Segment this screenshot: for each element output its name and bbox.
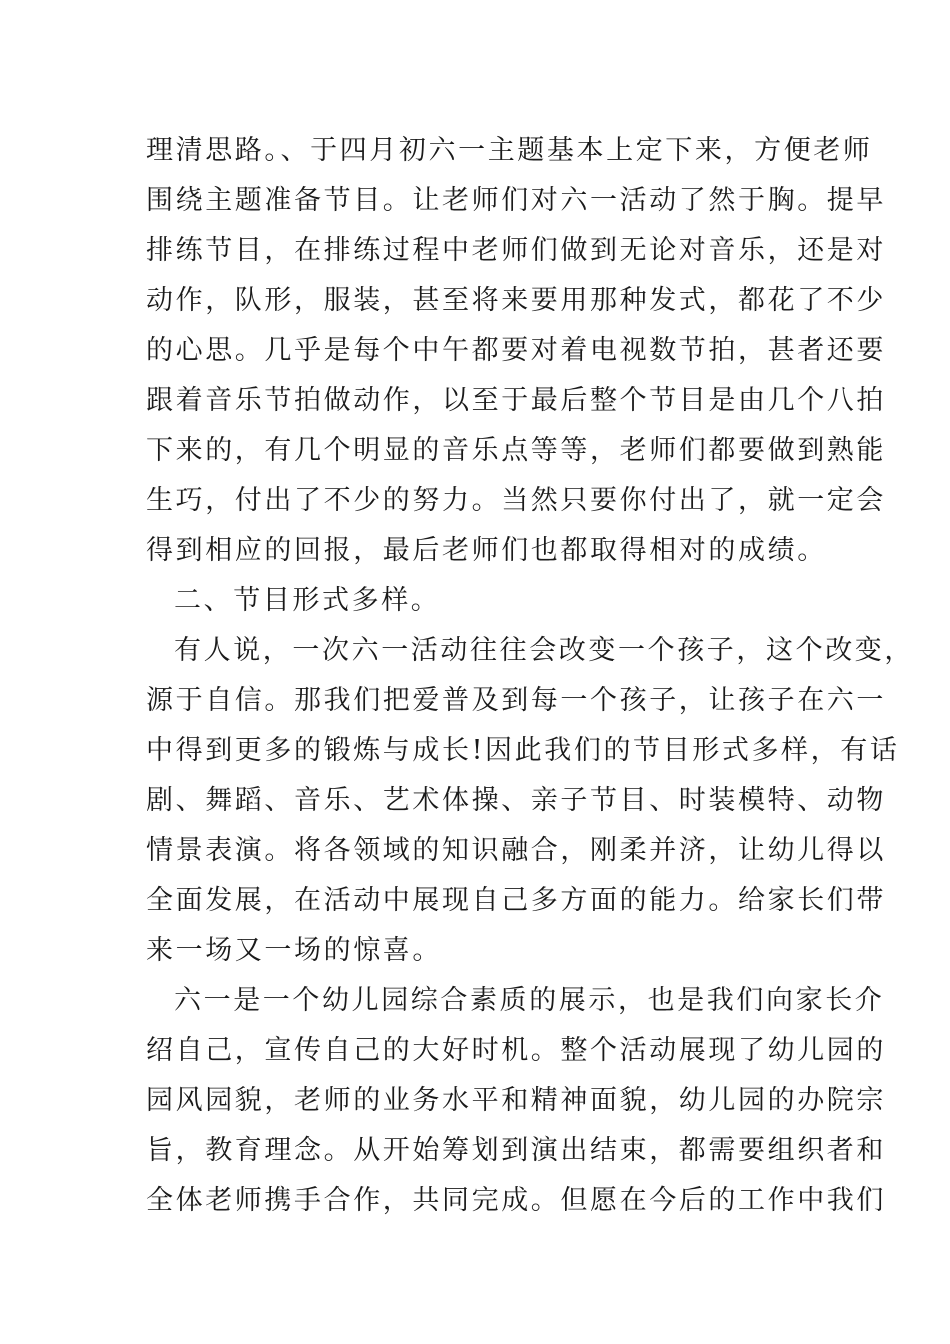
text-line: 园风园貌，老师的业务水平和精神面貌，幼儿园的办院宗 (146, 1085, 886, 1116)
text-line: 围绕主题准备节目。让老师们对六一活动了然于胸。提早 (146, 185, 886, 216)
text-line: 理清思路。、于四月初六一主题基本上定下来，方便老师 (146, 135, 873, 166)
text-line: 排练节目，在排练过程中老师们做到无论对音乐，还是对 (146, 235, 886, 266)
text-line: 全面发展，在活动中展现自己多方面的能力。给家长们带 (146, 885, 886, 916)
text-line: 剧、舞蹈、音乐、艺术体操、亲子节目、时装模特、动物 (146, 785, 886, 816)
text-line: 六一是一个幼儿园综合素质的展示，也是我们向家长介 (174, 985, 885, 1016)
text-line: 旨，教育理念。从开始筹划到演出结束，都需要组织者和 (146, 1135, 886, 1166)
text-line: 下来的，有几个明显的音乐点等等，老师们都要做到熟能 (146, 435, 886, 466)
text-line: 的心思。几乎是每个中午都要对着电视数节拍，甚者还要 (146, 335, 886, 366)
text-line: 跟着音乐节拍做动作，以至于最后整个节目是由几个八拍 (146, 385, 886, 416)
text-line: 来一场又一场的惊喜。 (146, 935, 442, 966)
text-line: 生巧，付出了不少的努力。当然只要你付出了，就一定会 (146, 485, 886, 516)
text-line: 动作，队形，服装，甚至将来要用那种发式，都花了不少 (146, 285, 886, 316)
text-line: 得到相应的回报，最后老师们也都取得相对的成绩。 (146, 535, 827, 566)
text-line: 全体老师携手合作，共同完成。但愿在今后的工作中我们 (146, 1185, 886, 1216)
body-text (146, 126, 914, 1226)
text-line: 绍自己，宣传自己的大好时机。整个活动展现了幼儿园的 (146, 1035, 886, 1066)
text-line: 情景表演。将各领域的知识融合，刚柔并济，让幼儿得以 (146, 835, 886, 866)
text-line: 有人说，一次六一活动往往会改变一个孩子，这个改变， (174, 635, 914, 666)
section-heading: 二、节目形式多样。 (174, 585, 441, 616)
text-line: 中得到更多的锻炼与成长!因此我们的节目形式多样，有话 (146, 735, 900, 766)
text-line: 源于自信。那我们把爱普及到每一个孩子，让孩子在六一 (146, 685, 886, 716)
